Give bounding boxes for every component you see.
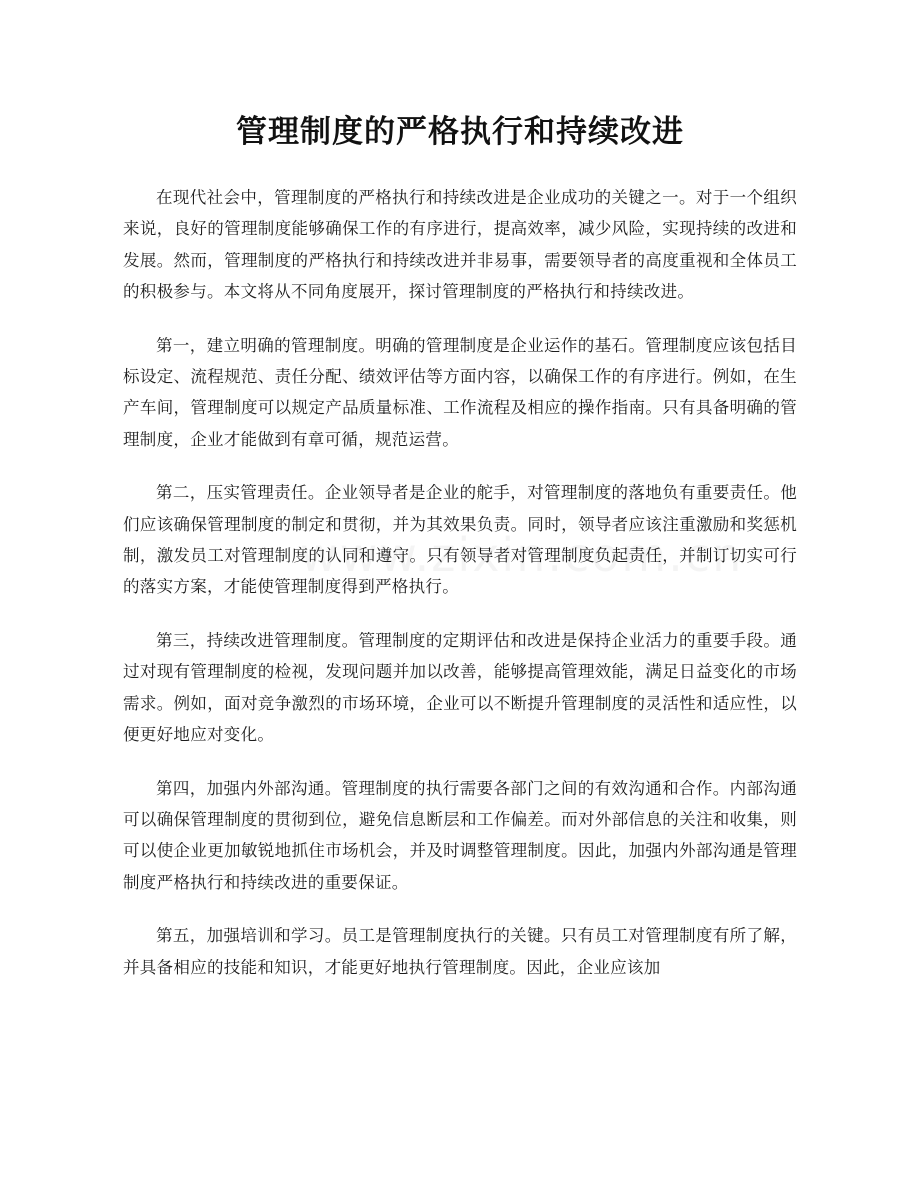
paragraph-intro: 在现代社会中，管理制度的严格执行和持续改进是企业成功的关键之一。对于一个组织来说，良好的管理制度能够确保工作的有序进行，提高效率，减少风险，实现持续的改进和发展。然而，管理制度的严格执行和持续改进并非易事，需要领导者的高度重视和全体员工的积极参与。本文将从不同角度展开，探讨管理制度的严格执行和持续改进。 <box>123 188 797 302</box>
paragraph-fifth: 第五，加强培训和学习。员工是管理制度执行的关键。只有员工对管理制度有所了解，并具备相应的技能和知识，才能更好地执行管理制度。因此，企业应该加 <box>123 926 797 977</box>
paragraph-second: 第二，压实管理责任。企业领导者是企业的舵手，对管理制度的落地负有重要责任。他们应该确保管理制度的制定和贯彻，并为其效果负责。同时，领导者应该注重激励和奖惩机制，激发员工对管理制度的认同和遵守。只有领导者对管理制度负起责任，并制订切实可行的落实方案，才能使管理制度得到严格执行。 <box>123 483 797 597</box>
document-body <box>123 182 797 1005</box>
document-title: 管理制度的严格执行和持续改进 <box>236 114 684 150</box>
paragraph-fourth: 第四，加强内外部沟通。管理制度的执行需要各部门之间的有效沟通和合作。内部沟通可以确保管理制度的贯彻到位，避免信息断层和工作偏差。而对外部信息的关注和收集，则可以使企业更加敏锐地抓住市场机会，并及时调整管理制度。因此，加强内外部沟通是管理制度严格执行和持续改进的重要保证。 <box>123 778 797 892</box>
paragraph-third: 第三，持续改进管理制度。管理制度的定期评估和改进是保持企业活力的重要手段。通过对现有管理制度的检视，发现问题并加以改善，能够提高管理效能，满足日益变化的市场需求。例如，面对竞争激烈的市场环境，企业可以不断提升管理制度的灵活性和适应性，以便更好地应对变化。 <box>123 630 797 745</box>
paragraph-first: 第一，建立明确的管理制度。明确的管理制度是企业运作的基石。管理制度应该包括目标设定、流程规范、责任分配、绩效评估等方面内容，以确保工作的有序进行。例如，在生产车间，管理制度可以规定产品质量标准、工作流程及相应的操作指南。只有具备明确的管理制度，企业才能做到有章可循，规范运营。 <box>123 335 797 449</box>
